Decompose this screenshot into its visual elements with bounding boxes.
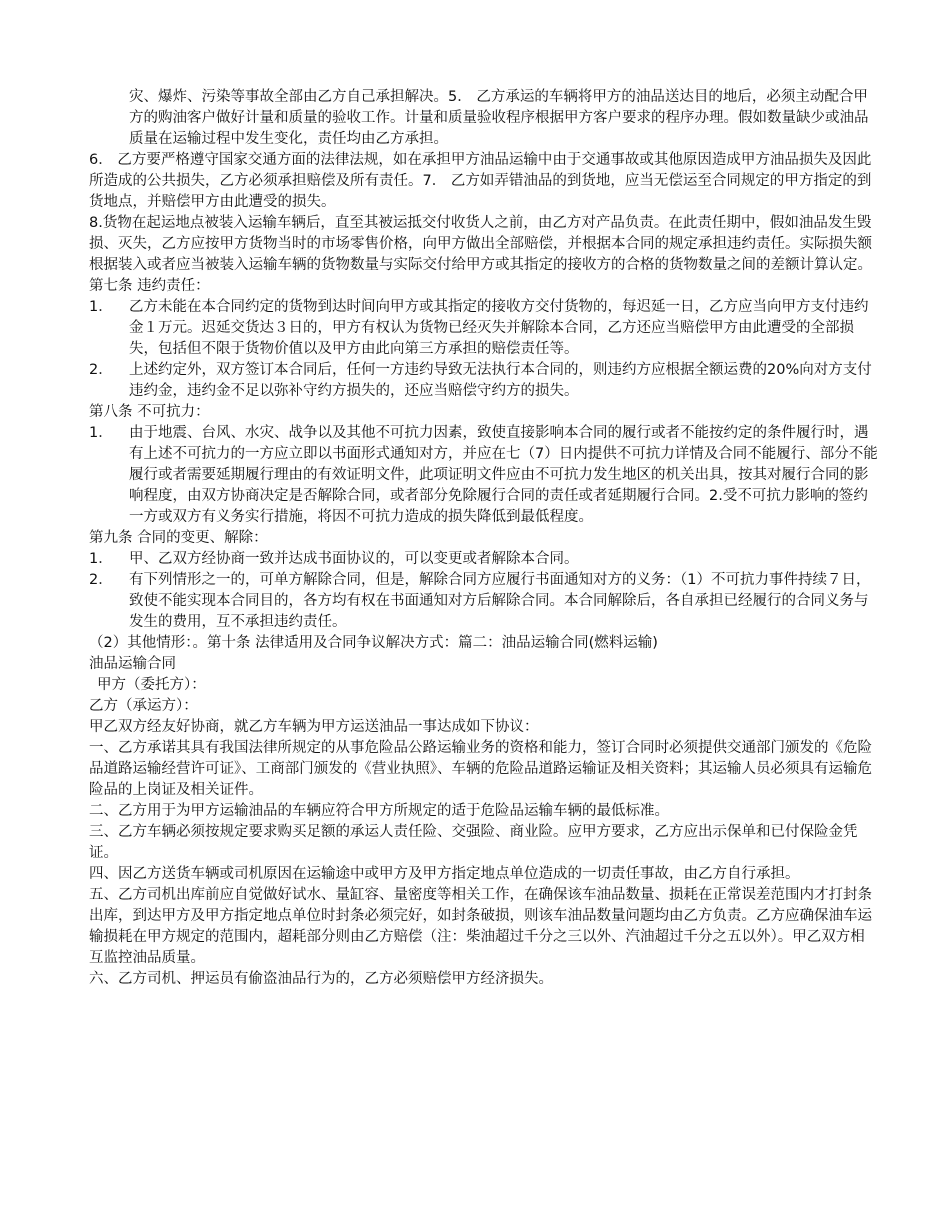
document-page: [89, 87, 879, 990]
heading-article-9: 第九条 合同的变更、解除：: [89, 530, 268, 546]
clause-3: 三、乙方车辆必须按规定要求购买足额的承运人责任险、交强险、商业险。应甲方要求，乙方应出示保单和已付保险金凭证。: [89, 824, 858, 861]
paragraph-clause-5: 灾、爆炸、污染等事故全部由乙方自己承担解决。5． 乙方承运的车辆将甲方的油品送达目的地后，必须主动配合甲方的购油客户做好计量和质量的验收工作。计量和质量验收程序根据甲方客户要求的程序办理。假如数量缺少或油品质量在运输过程中发生变化，责任均由乙方承担。: [129, 89, 869, 147]
clause-2: 二、乙方用于为甲方运输油品的车辆应符合甲方所规定的适于危险品运输车辆的最低标准。: [89, 803, 669, 819]
party-a-line: 甲方（委托方）：: [97, 677, 206, 693]
list-item-text: 由于地震、台风、水灾、战争以及其他不可抗力因素，致使直接影响本合同的履行或者不能按约定的条件履行时，遇有上述不可抗力的一方应立即以书面形式通知对方，并应在七（7）日内提供不可抗力详情及合同不能履行、部分不能履行或者需要延期履行理由的有效证明文件，此项证明文件应由不可抗力发生地区的机关出具，按其对履行合同的影响程度，由双方协商决定是否解除合同，或者部分免除履行合同的责任或者延期履行合同。2.受不可抗力影响的签约一方或双方有义务实行措施，将因不可抗力造成的损失降低到最低程度。: [129, 425, 878, 525]
list-item: [89, 549, 879, 570]
list-item-text: 甲、乙双方经协商一致并达成书面协议的，可以变更或者解除本合同。: [129, 551, 579, 567]
party-b-line: 乙方（承运方）：: [89, 698, 198, 714]
list-item: [89, 297, 879, 360]
list-item-number: 1．: [89, 299, 113, 315]
list-item-number: 2．: [89, 572, 113, 588]
paragraph-other-cases: （2）其他情形：。第十条 法律适用及合同争议解决方式：篇二：油品运输合同(燃料运输): [89, 635, 658, 651]
list-item: [89, 570, 879, 633]
list-item-number: 1．: [89, 425, 113, 441]
list-item: [89, 423, 879, 528]
list-item-text: 有下列情形之一的，可单方解除合同，但是，解除合同方应履行书面通知对方的义务：（1）不可抗力事件持续７日，致使不能实现本合同目的，各方均有权在书面通知对方后解除合同。本合同解除后，各自承担已经履行的合同义务与发生的费用，互不承担违约责任。: [129, 572, 871, 630]
list-item-text: 上述约定外，双方签订本合同后，任何一方违约导致无法执行本合同的，则违约方应根据全额运费的20%向对方支付违约金，违约金不足以弥补守约方损失的，还应当赔偿守约方的损失。: [129, 362, 872, 399]
paragraph-clause-8: 8.货物在起运地点被装入运输车辆后，直至其被运抵交付收货人之前，由乙方对产品负责。在此责任期中，假如油品发生毁损、灭失，乙方应按甲方货物当时的市场零售价格，向甲方做出全部赔偿，并根据本合同的规定承担违约责任。实际损失额根据装入或者应当被装入运输车辆的货物数量与实际交付给甲方或其指定的接收方的合格的货物数量之间的差额计算认定。: [89, 215, 872, 273]
list-item-number: 2．: [89, 362, 113, 378]
list-item-text: 乙方未能在本合同约定的货物到达时间向甲方或其指定的接收方交付货物的，每迟延一日，乙方应当向甲方支付违约金１万元。迟延交货达３日的，甲方有权认为货物已经灭失并解除本合同，乙方还应当赔偿甲方由此遭受的全部损失，包括但不限于货物价值以及甲方由此向第三方承担的赔偿责任等。: [129, 299, 869, 357]
list-item-number: 1．: [89, 551, 113, 567]
clause-6: 六、乙方司机、押运员有偷盗油品行为的，乙方必须赔偿甲方经济损失。: [89, 971, 553, 987]
clause-4: 四、因乙方送货车辆或司机原因在运输途中或甲方及甲方指定地点单位造成的一切责任事故，由乙方自行承担。: [89, 866, 800, 882]
contract-title: 油品运输合同: [89, 656, 176, 672]
clause-5: 五、乙方司机出库前应自觉做好试水、量缸容、量密度等相关工作，在确保该车油品数量、损耗在正常误差范围内才打封条出库，到达甲方及甲方指定地点单位时封条必须完好，如封条破损，则该车油品数量问题均由乙方负责。乙方应确保油车运输损耗在甲方规定的范围内，超耗部分则由乙方赔偿（注：柴油超过千分之三以外、汽油超过千分之五以外）。甲乙双方相互监控油品质量。: [89, 887, 872, 966]
heading-article-7: 第七条 违约责任：: [89, 278, 210, 294]
list-item: [89, 360, 879, 402]
clause-1: 一、乙方承诺其具有我国法律所规定的从事危险品公路运输业务的资格和能力，签订合同时必须提供交通部门颁发的《危险品道路运输经营许可证》、工商部门颁发的《营业执照》、车辆的危险品道路运输证及相关资料；其运输人员必须具有运输危险品的上岗证及相关证件。: [89, 740, 872, 798]
agreement-intro: 甲乙双方经友好协商，就乙方车辆为甲方运送油品一事达成如下协议：: [89, 719, 539, 735]
paragraph-clause-6-7: 6． 乙方要严格遵守国家交通方面的法律法规，如在承担甲方油品运输中由于交通事故或其他原因造成甲方油品损失及因此所造成的公共损失，乙方必须承担赔偿及所有责任。7． 乙方如弄错油品的到货地，应当无偿运至合同规定的甲方指定的到货地点，并赔偿甲方由此遭受的损失。: [89, 152, 872, 210]
heading-article-8: 第八条 不可抗力：: [89, 404, 210, 420]
